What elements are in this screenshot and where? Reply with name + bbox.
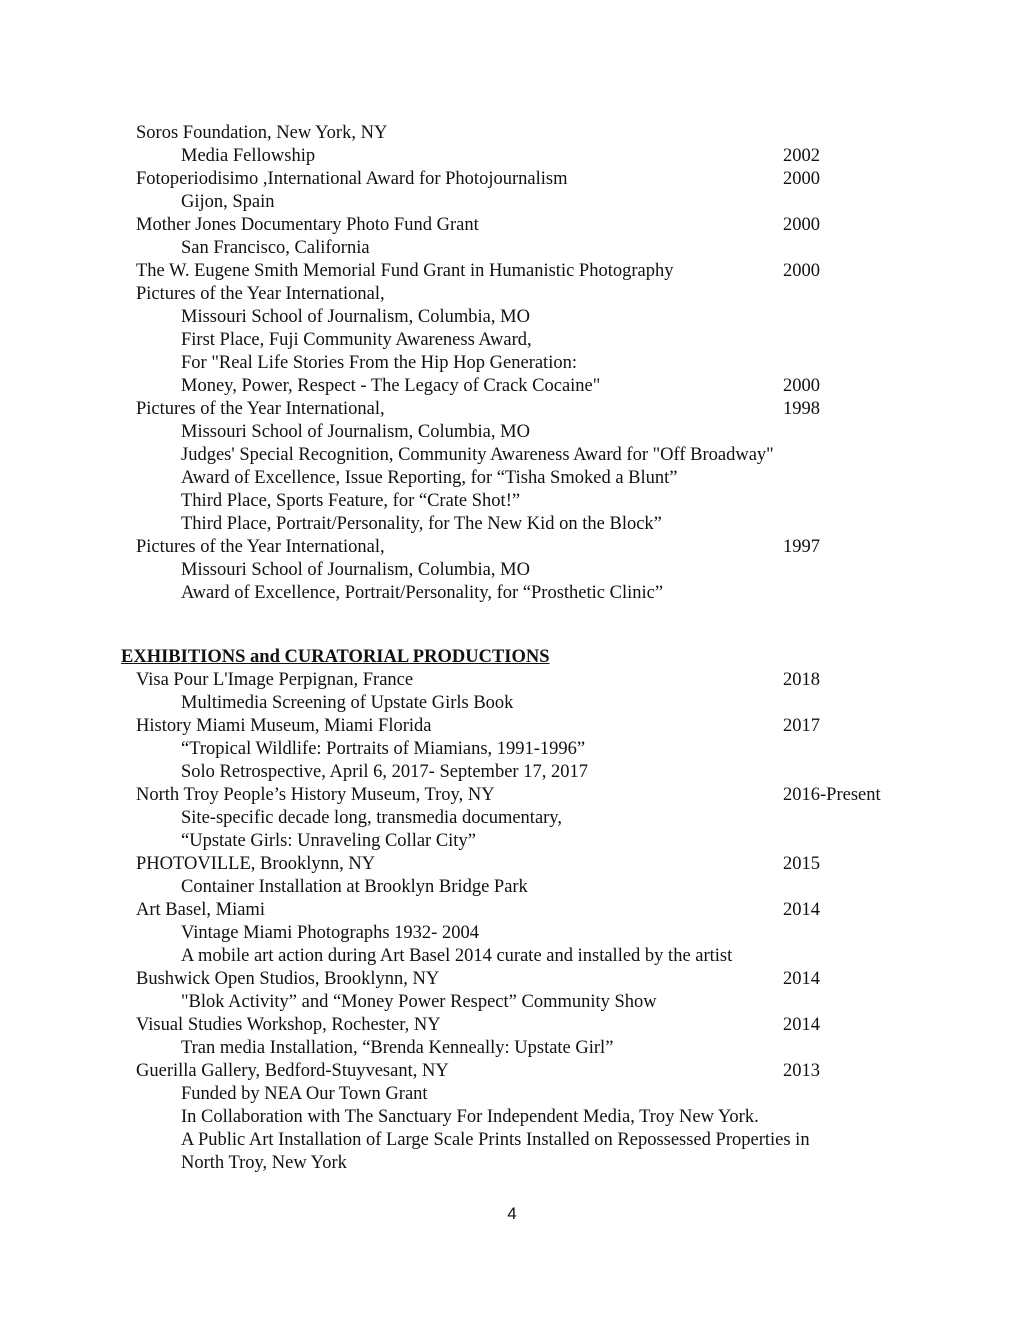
entry-text: San Francisco, California [181, 238, 370, 258]
entry-text: “Upstate Girls: Unraveling Collar City” [181, 831, 476, 851]
entry-text: Funded by NEA Our Town Grant [181, 1084, 428, 1104]
entry-text: Money, Power, Respect - The Legacy of Crack Cocaine" [181, 376, 601, 396]
entry-title-line [0, 168, 1024, 191]
entry-detail-line [0, 945, 1024, 968]
entry-text: Pictures of the Year International, [136, 284, 385, 304]
entry-detail-line [0, 582, 1024, 605]
entry-detail-line [0, 692, 1024, 715]
entry-title-line [0, 715, 1024, 738]
entry-text: Missouri School of Journalism, Columbia, MO [181, 307, 530, 327]
entry-text: History Miami Museum, Miami Florida [136, 716, 432, 736]
entry-title-line [0, 122, 1024, 145]
entry-detail-line [0, 306, 1024, 329]
entry-title-line [0, 283, 1024, 306]
entry-title-line [0, 853, 1024, 876]
entry-text: Tran media Installation, “Brenda Kenneally: Upstate Girl” [181, 1038, 614, 1058]
entry-detail-line [0, 559, 1024, 582]
entry-title-line [0, 214, 1024, 237]
entry-text: Guerilla Gallery, Bedford-Stuyvesant, NY [136, 1061, 449, 1081]
entry-detail-line [0, 490, 1024, 513]
entry-text: Fotoperiodisimo ,International Award for Photojournalism [136, 169, 568, 189]
entry-text: For "Real Life Stories From the Hip Hop Generation: [181, 353, 577, 373]
entry-year: 2000 [783, 215, 820, 235]
entry-detail-line [0, 329, 1024, 352]
entry-detail-line [0, 991, 1024, 1014]
exhibitions-heading [0, 646, 1024, 669]
entry-year: 2014 [783, 900, 820, 920]
entry-text: "Blok Activity” and “Money Power Respect” Community Show [181, 992, 657, 1012]
entry-detail-line [0, 467, 1024, 490]
entry-text: Soros Foundation, New York, NY [136, 123, 388, 143]
entry-text: Third Place, Sports Feature, for “Crate Shot!” [181, 491, 521, 511]
entry-text: Container Installation at Brooklyn Bridge Park [181, 877, 528, 897]
entry-detail-line [0, 1106, 1024, 1129]
entry-detail-line [0, 830, 1024, 853]
entry-year: 2015 [783, 854, 820, 874]
entry-text: Mother Jones Documentary Photo Fund Grant [136, 215, 479, 235]
entry-text: Bushwick Open Studios, Brooklynn, NY [136, 969, 440, 989]
entry-text: “Tropical Wildlife: Portraits of Miamians, 1991-1996” [181, 739, 586, 759]
entry-detail-line [0, 1129, 1024, 1152]
entry-detail-line [0, 145, 1024, 168]
entry-year: 1997 [783, 537, 820, 557]
page-number: 4 [507, 1204, 517, 1223]
entry-detail-line [0, 421, 1024, 444]
entry-year: 2014 [783, 1015, 820, 1035]
entry-text: Award of Excellence, Issue Reporting, for “Tisha Smoked a Blunt” [181, 468, 678, 488]
entry-detail-line [0, 1152, 1024, 1175]
entry-text: Solo Retrospective, April 6, 2017- September 17, 2017 [181, 762, 588, 782]
entry-detail-line [0, 352, 1024, 375]
entry-detail-line [0, 807, 1024, 830]
entry-detail-line [0, 922, 1024, 945]
entry-title-line [0, 899, 1024, 922]
entry-year: 2017 [783, 716, 820, 736]
entry-text: North Troy, New York [181, 1153, 347, 1173]
entry-year: 2000 [783, 261, 820, 281]
entry-text: The W. Eugene Smith Memorial Fund Grant in Humanistic Photography [136, 261, 674, 281]
entry-text: Vintage Miami Photographs 1932- 2004 [181, 923, 479, 943]
entry-detail-line [0, 1083, 1024, 1106]
entry-title-line [0, 260, 1024, 283]
entry-year: 2000 [783, 169, 820, 189]
entry-detail-line [0, 375, 1024, 398]
section-heading: EXHIBITIONS and CURATORIAL PRODUCTIONS [121, 647, 550, 667]
entry-text: Award of Excellence, Portrait/Personality, for “Prosthetic Clinic” [181, 583, 664, 603]
entry-text: PHOTOVILLE, Brooklynn, NY [136, 854, 376, 874]
entry-title-line [0, 669, 1024, 692]
entry-text: Site-specific decade long, transmedia documentary, [181, 808, 562, 828]
entry-year: 2002 [783, 146, 820, 166]
entry-text: Third Place, Portrait/Personality, for The New Kid on the Block” [181, 514, 662, 534]
entry-title-line [0, 536, 1024, 559]
entry-text: Media Fellowship [181, 146, 316, 166]
entry-title-line [0, 968, 1024, 991]
entry-title-line [0, 1060, 1024, 1083]
entry-text: A Public Art Installation of Large Scale Prints Installed on Repossessed Properties in [181, 1130, 810, 1150]
entry-detail-line [0, 876, 1024, 899]
entry-title-line [0, 398, 1024, 421]
entry-detail-line [0, 1037, 1024, 1060]
entry-text: Pictures of the Year International, [136, 399, 385, 419]
entry-detail-line [0, 513, 1024, 536]
entry-year: 2016-Present [783, 785, 881, 805]
entry-text: Visual Studies Workshop, Rochester, NY [136, 1015, 441, 1035]
entry-text: Missouri School of Journalism, Columbia, MO [181, 560, 530, 580]
entry-text: Visa Pour L'Image Perpignan, France [136, 670, 414, 690]
entry-text: Multimedia Screening of Upstate Girls Book [181, 693, 514, 713]
entry-detail-line [0, 761, 1024, 784]
entry-text: Art Basel, Miami [136, 900, 265, 920]
entry-year: 2014 [783, 969, 820, 989]
entry-detail-line [0, 444, 1024, 467]
entry-text: Judges' Special Recognition, Community Awareness Award for "Off Broadway" [181, 445, 774, 465]
entry-text: Pictures of the Year International, [136, 537, 385, 557]
entry-text: In Collaboration with The Sanctuary For Independent Media, Troy New York. [181, 1107, 759, 1127]
entry-text: North Troy People’s History Museum, Troy, NY [136, 785, 495, 805]
entry-detail-line [0, 191, 1024, 214]
entry-detail-line [0, 738, 1024, 761]
entry-year: 2000 [783, 376, 820, 396]
entry-detail-line [0, 237, 1024, 260]
entry-year: 2013 [783, 1061, 820, 1081]
entry-text: Missouri School of Journalism, Columbia, MO [181, 422, 530, 442]
entry-text: Gijon, Spain [181, 192, 275, 212]
entry-text: First Place, Fuji Community Awareness Award, [181, 330, 532, 350]
entry-title-line [0, 1014, 1024, 1037]
entry-title-line [0, 784, 1024, 807]
entry-text: A mobile art action during Art Basel 2014 curate and installed by the artist [181, 946, 733, 966]
entry-year: 2018 [783, 670, 820, 690]
entry-year: 1998 [783, 399, 820, 419]
